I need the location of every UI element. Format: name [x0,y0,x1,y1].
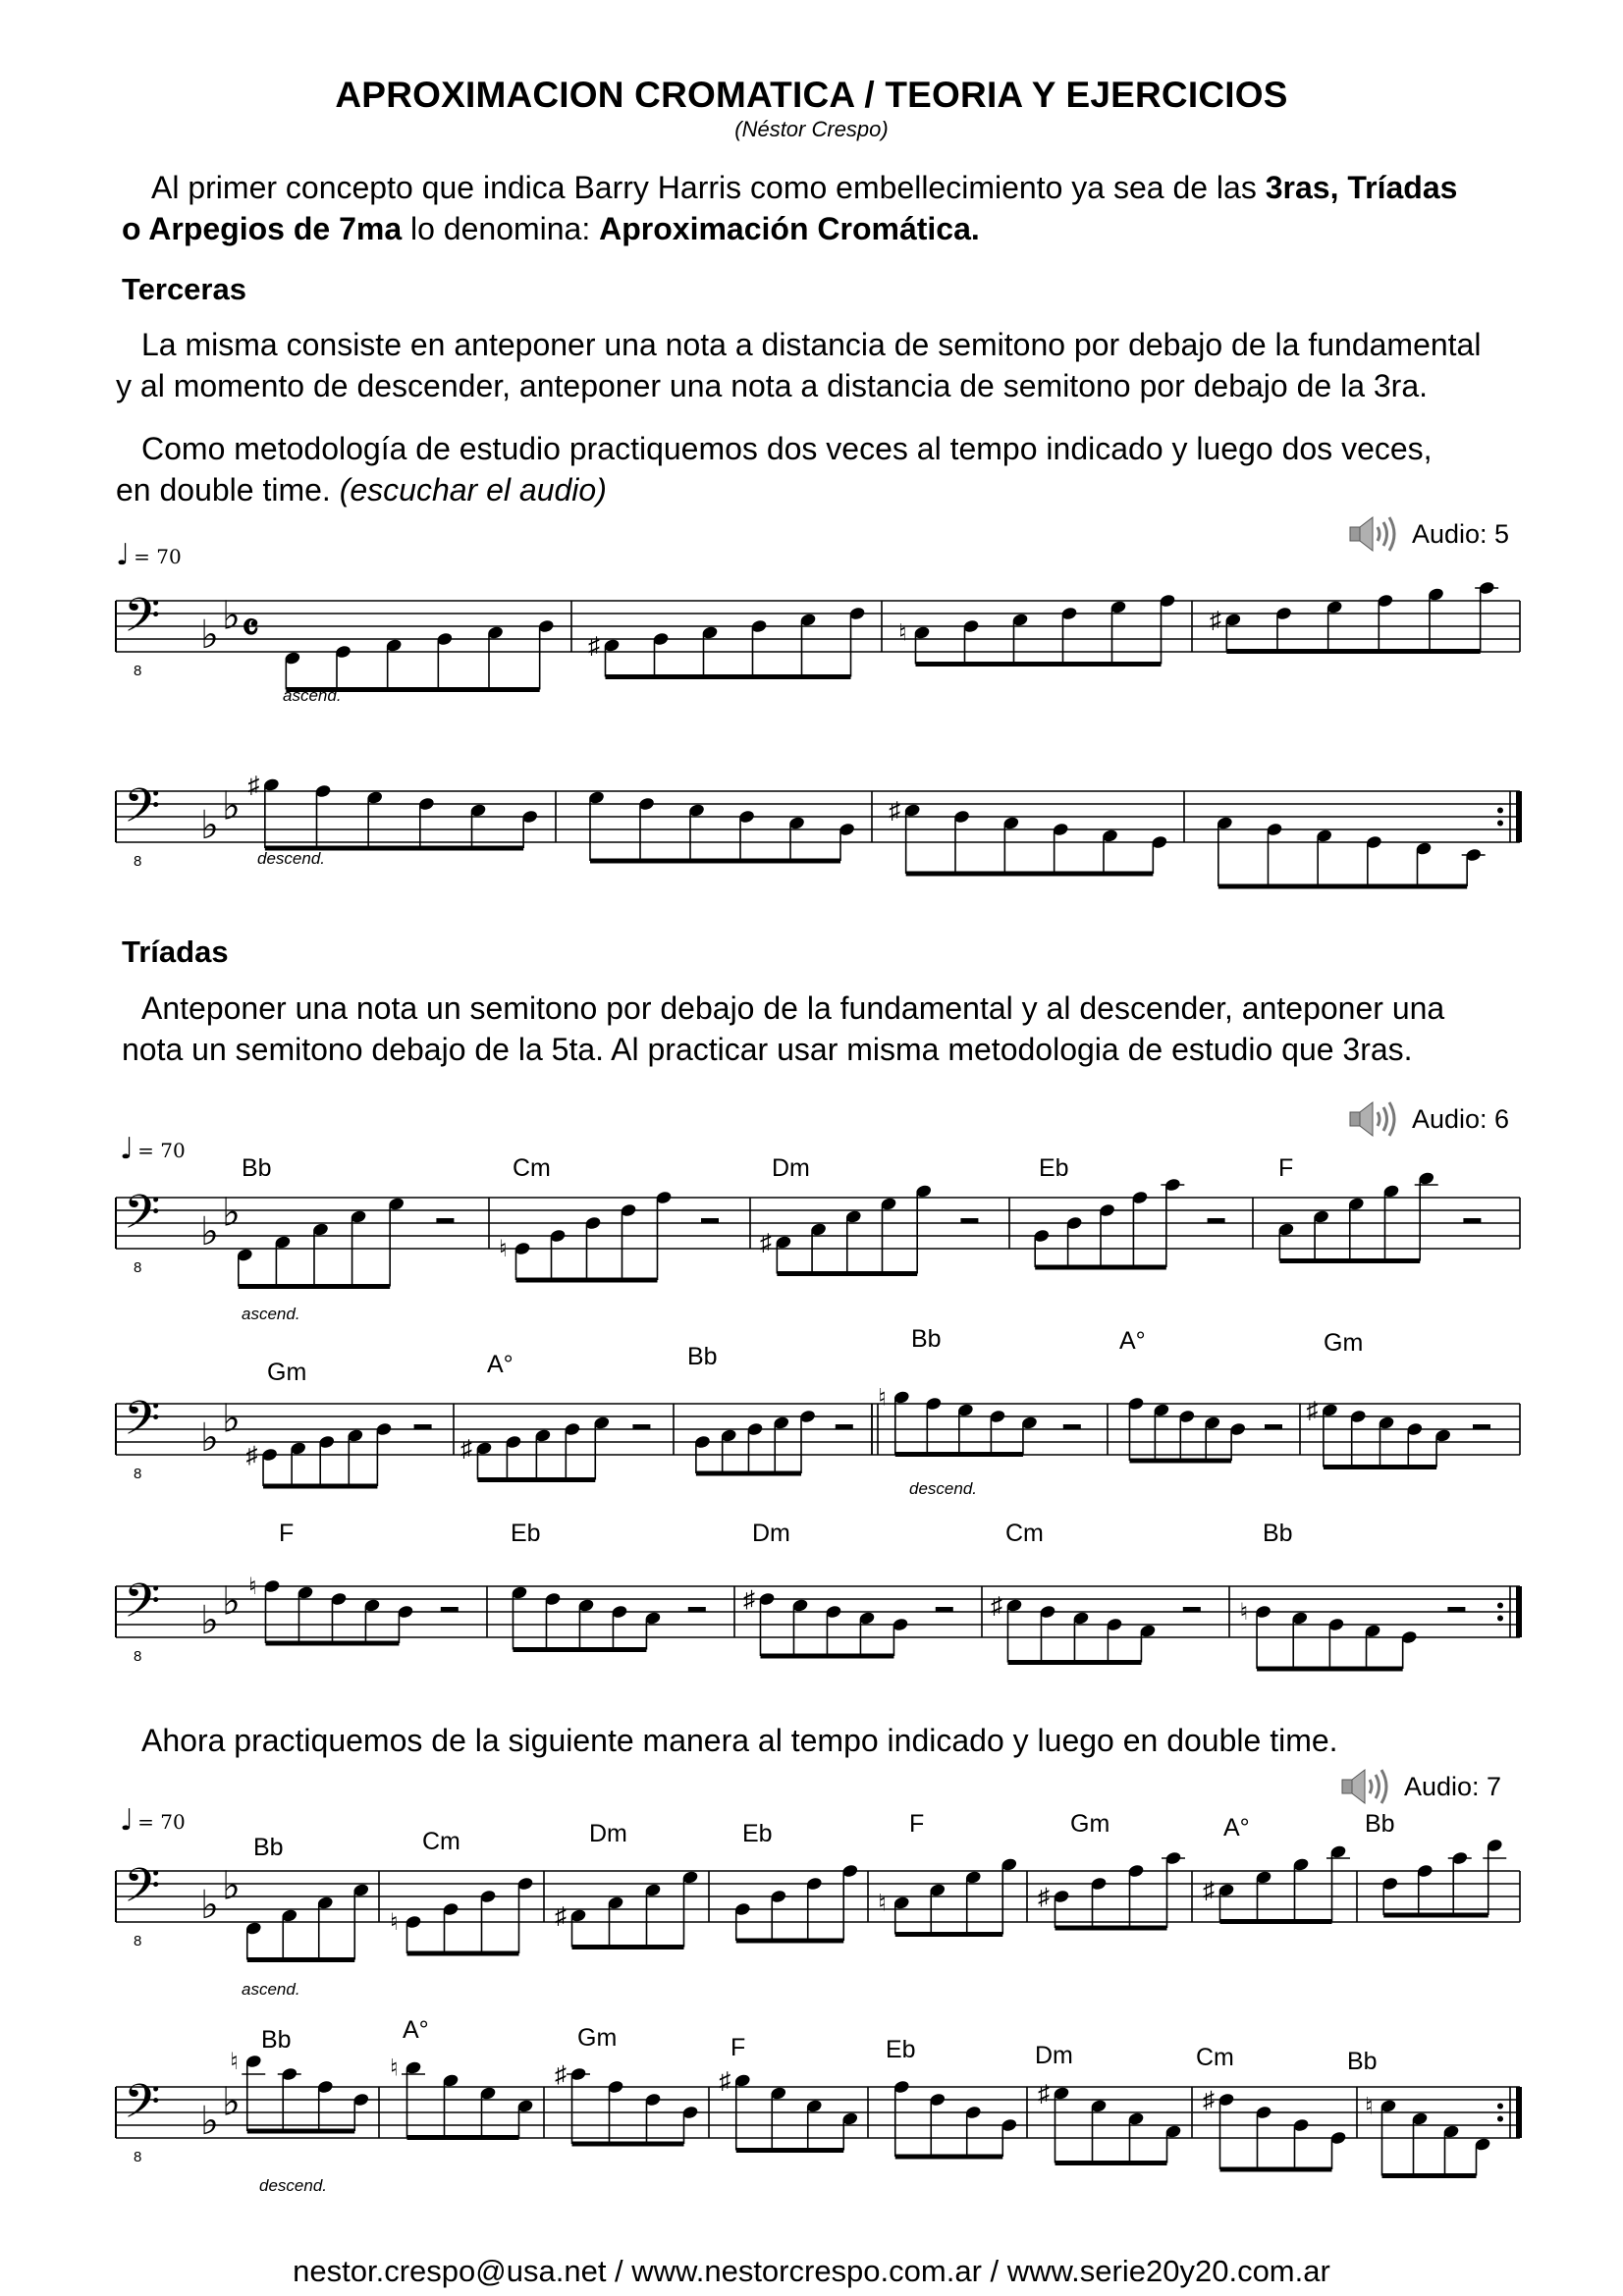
staff-system [116,1385,1520,1487]
ahora-paragraph: Ahora practiquemos de la siguiente manera al tempo indicado y luego en double time. [141,1723,1338,1758]
repeat-dot [1497,1616,1503,1622]
terceras-p1-line2: y al momento de descender, anteponer una nota a distancia de semitono por debajo de la 3ra. [116,368,1429,403]
intro-text: Al primer concepto que indica Barry Harris como embellecimiento ya sea de las [151,170,1266,205]
intro-bold-concept: Aproximación Cromática. [599,211,980,246]
natural-icon: ♮ [1365,2093,1374,2120]
triadas-line2: nota un semitono debajo de la 5ta. Al practicar usar misma metodologia de estudio que 3ras. [122,1032,1413,1067]
chord-symbol: Bb [261,2026,292,2054]
octave-8-mark: 8 [134,1933,142,1949]
sharp-icon: ♯ [245,1442,258,1468]
quarter-note-icon: ♩ [116,538,131,572]
flat-icon: ♭ [222,1191,241,1235]
quarter-note-icon: ♩ [120,1132,135,1166]
tempo-mark: ♩ = 70 [120,1803,186,1838]
flat-icon: ♭ [222,1864,241,1908]
sharp-icon: ♯ [719,2067,731,2095]
natural-icon: ♮ [247,1574,257,1600]
descend-direction: descend. [257,849,325,868]
chord-symbol: Eb [886,2036,916,2063]
chord-symbol: A° [487,1351,514,1378]
natural-icon: ♮ [878,1384,887,1412]
bass-clef-icon: 𝄢 [124,779,161,844]
sharp-icon: ♯ [759,1229,772,1256]
flat-icon: ♭ [222,784,241,828]
sharp-icon: ♯ [1038,1884,1050,1910]
sharp-icon: ♯ [1209,607,1221,634]
octave-8-mark: 8 [134,853,142,870]
half-rest [441,1607,459,1612]
section-heading-terceras: Terceras [122,272,246,306]
sharp-icon: ♯ [742,1586,755,1613]
octave-8-mark: 8 [134,663,142,679]
flat-icon: ♭ [200,1599,219,1642]
octave-8-mark: 8 [134,1466,142,1482]
sharp-icon: ♯ [990,1592,1002,1620]
final-barline [1516,791,1522,842]
staff-system [116,773,1522,887]
chord-symbol: Bb [253,1834,284,1861]
final-barline [1516,1586,1522,1637]
natural-icon: ♮ [878,1890,887,1917]
flat-icon: ♭ [200,1884,219,1927]
half-rest [836,1424,853,1429]
terceras-p2-line1: Como metodología de estudio practiquemos dos veces al tempo indicado y luego dos veces, [141,431,1433,466]
chord-symbol: Eb [511,1520,541,1547]
chord-symbol: A° [403,2016,429,2044]
chord-symbol: Bb [911,1325,942,1353]
page-title: APROXIMACION CROMATICA / TEORIA Y EJERCICIOS [335,75,1288,115]
natural-icon: ♮ [390,1909,399,1936]
half-rest [1447,1607,1465,1612]
half-rest [436,1218,454,1223]
tempo-mark: ♩ = 70 [120,1132,186,1166]
chord-symbol: Eb [1039,1154,1069,1182]
ascend-direction: ascend. [242,1305,300,1323]
flat-icon: ♭ [200,614,219,657]
half-rest [688,1607,706,1612]
octave-8-mark: 8 [134,1648,142,1665]
half-rest [1463,1218,1481,1223]
repeat-dot [1497,2104,1503,2109]
half-rest [701,1218,719,1223]
audio-label: Audio: 7 [1404,1771,1502,1801]
staff-system [116,580,1520,689]
sharp-icon: ♯ [588,632,600,660]
ascend-direction: ascend. [242,1980,300,1999]
bass-clef-icon: 𝄢 [124,1186,161,1251]
flat-icon: ♭ [222,1397,241,1441]
terceras-p2-line2: en double time. [116,472,340,507]
repeat-dot [1497,1603,1503,1609]
chord-symbol: Dm [589,1820,627,1847]
sharp-icon: ♯ [555,2061,567,2088]
sharp-icon: ♯ [247,772,260,799]
bass-clef-icon: 𝄢 [124,2075,161,2140]
natural-icon: ♮ [1239,1599,1249,1626]
chord-symbol: Bb [1365,1810,1395,1838]
chord-symbol: Eb [742,1820,773,1847]
chord-symbol: F [909,1810,925,1838]
chord-symbol: Gm [267,1359,307,1386]
half-rest [960,1218,978,1223]
ascend-direction: ascend. [283,686,342,705]
intro-bold-arpegios: o Arpegios de 7ma [122,211,403,246]
flat-icon: ♭ [222,2080,241,2124]
chord-symbol: F [730,2034,746,2061]
chord-symbol: Gm [1324,1329,1364,1357]
flat-icon: ♭ [200,1210,219,1254]
chord-symbol: Gm [1070,1810,1110,1838]
time-signature: 𝄴 [242,607,259,650]
staff-system [116,2049,1522,2176]
intro-bold-triadas: 3ras, Tríadas [1265,170,1458,205]
half-rest [1473,1424,1490,1429]
half-rest [414,1424,432,1429]
chord-symbol: Bb [1347,2048,1378,2075]
bass-clef-icon: 𝄢 [124,1575,161,1639]
bass-clef-icon: 𝄢 [124,589,161,654]
natural-icon: ♮ [230,2049,239,2075]
intro-text-2: lo denomina: [402,211,600,246]
half-rest [632,1424,650,1429]
footer-contacts: nestor.crespo@usa.net / www.nestorcrespo.com.ar / www.serie20y20.com.ar [293,2254,1330,2288]
chord-symbol: Cm [1196,2044,1234,2071]
sharp-icon: ♯ [460,1435,472,1463]
chord-symbol: Dm [772,1154,810,1182]
descend-direction: descend. [909,1479,977,1498]
octave-8-mark: 8 [134,2149,142,2165]
final-barline [1516,2087,1522,2138]
terceras-p2-italic: (escuchar el audio) [339,472,607,507]
triadas-line1: Anteponer una nota un semitono por debajo de la fundamental y al descender, anteponer una [141,990,1445,1026]
repeat-dot [1497,808,1503,814]
quarter-note-icon: ♩ [120,1803,135,1838]
bass-clef-icon: 𝄢 [124,1859,161,1924]
chord-symbol: F [1278,1154,1294,1182]
chord-symbol: Bb [687,1343,718,1370]
sharp-icon: ♯ [1203,1877,1215,1904]
sharp-icon: ♯ [1038,2080,1050,2108]
sharp-icon: ♯ [889,797,901,825]
tempo-mark: ♩ = 70 [116,538,182,572]
natural-icon: ♮ [390,2055,399,2082]
flat-icon: ♭ [200,2100,219,2143]
descend-direction: descend. [259,2176,327,2195]
chord-symbol: Cm [1005,1520,1044,1547]
half-rest [936,1607,953,1612]
chord-symbol: F [279,1520,295,1547]
sharp-icon: ♯ [1203,2087,1215,2113]
natural-icon: ♮ [499,1236,508,1262]
section-heading-triadas: Tríadas [122,934,229,969]
terceras-p1-line1: La misma consiste en anteponer una nota a distancia de semitono por debajo de la fundamental [141,327,1482,362]
half-rest [1208,1218,1225,1223]
staff-system [116,1574,1522,1669]
flat-icon: ♭ [200,1416,219,1460]
chord-symbol: A° [1119,1327,1146,1355]
audio-label: Audio: 6 [1412,1103,1510,1134]
audio-label: Audio: 5 [1412,518,1510,549]
flat-icon: ♭ [222,1579,241,1624]
flat-icon: ♭ [222,594,241,638]
chord-symbol: Cm [422,1828,460,1855]
octave-8-mark: 8 [134,1259,142,1276]
bass-clef-icon: 𝄢 [124,1392,161,1457]
sharp-icon: ♯ [555,1902,567,1930]
chord-symbol: Cm [513,1154,551,1182]
staff-system [116,1838,1520,1959]
chord-symbol: Dm [1035,2042,1073,2069]
chord-symbol: Bb [1263,1520,1293,1547]
natural-icon: ♮ [898,619,907,647]
flat-icon: ♭ [200,804,219,847]
sharp-icon: ♯ [1306,1397,1319,1424]
chord-symbol: Gm [577,2024,618,2052]
half-rest [1183,1607,1201,1612]
chord-symbol: Dm [752,1520,790,1547]
repeat-dot [1497,2116,1503,2122]
staff-system [116,1171,1520,1287]
half-rest [1265,1424,1282,1429]
author: (Néstor Crespo) [734,117,889,141]
half-rest [1063,1424,1081,1429]
chord-symbol: A° [1223,1814,1250,1842]
chord-symbol: Bb [242,1154,272,1182]
repeat-dot [1497,821,1503,827]
